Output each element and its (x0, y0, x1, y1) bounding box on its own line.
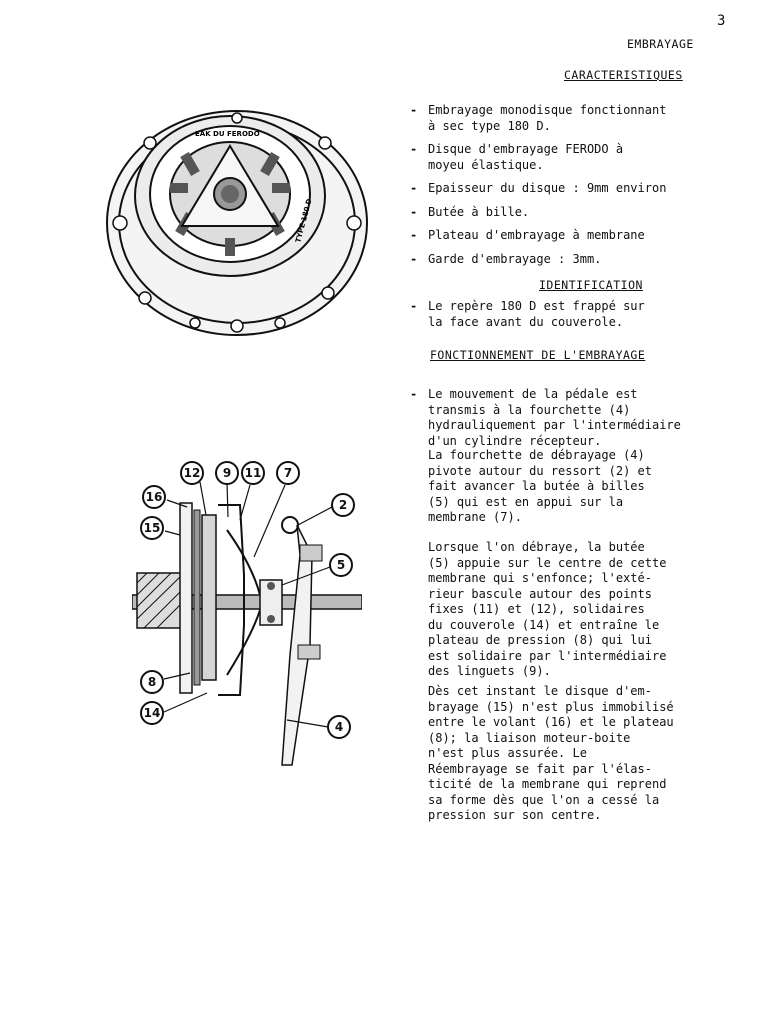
callout-2: 2 (338, 498, 348, 512)
heading-identification: IDENTIFICATION (539, 278, 643, 292)
callout-5: 5 (336, 558, 346, 572)
caracteristiques-list (410, 103, 740, 275)
clutch-section-diagram (132, 455, 362, 775)
callout-7: 7 (283, 466, 293, 480)
paragraph: La fourchette de débrayage (4) pivote autour du ressort (2) et fait avancer la butée à billes (5) qui est en appui sur la membrane (7). (428, 448, 652, 524)
heading-caracteristiques: CARACTERISTIQUES (564, 68, 683, 82)
fonctionnement-list (410, 387, 750, 457)
list-item: - Epaisseur du disque : 9mm environ (410, 181, 667, 195)
callout-11: 11 (244, 466, 262, 480)
callout-4: 4 (334, 720, 344, 734)
callout-16: 16 (145, 490, 163, 504)
callout-15: 15 (143, 521, 161, 535)
page-number: 3 (717, 13, 726, 29)
clutch-cover-illustration (100, 98, 375, 348)
identification-list (410, 299, 730, 338)
paragraph: Lorsque l'on débraye, la butée (5) appuie sur le centre de cette membrane qui s'enfonce; l'exté- rieur bascule autour des points fixes (11) et (12), solidaires du couverole (14) et entraîne le plateau de pression (8) qui lui est solidaire par l'intermédiaire des linguets (9). (428, 540, 667, 678)
list-item: - Embrayage monodisque fonctionnant à sec type 180 D. (410, 103, 667, 133)
list-item: - Le mouvement de la pédale est transmis à la fourchette (4) hydrauliquement par l'intermédiaire d'un cylindre récepteur. (410, 387, 681, 448)
clutch-cover-drawing (100, 98, 375, 348)
list-item: - Garde d'embrayage : 3mm. (410, 251, 602, 266)
clutch-section-illustration (132, 455, 362, 775)
callout-12: 12 (183, 466, 201, 480)
disc-marking-type: TYPE 180 D (294, 197, 314, 244)
disc-marking-ferodo: EAK DU FERODO (195, 130, 260, 138)
callout-8: 8 (147, 675, 157, 689)
paragraph: Dès cet instant le disque d'em- brayage (15) n'est plus immobilisé entre le volant (16) et le plateau (8); la liaison moteur-boite n'est plus assurée. Le Réembrayage se fait par l'élas- ticité de la membrane qui reprend sa forme dès que l'on a cessé la pression sur son centre. (428, 684, 674, 822)
running-title: EMBRAYAGE (627, 37, 694, 51)
callout-14: 14 (143, 706, 161, 720)
list-item: - Butée à bille. (410, 204, 530, 219)
list-item: - Plateau d'embrayage à membrane (410, 228, 645, 242)
list-item: - Le repère 180 D est frappé sur la face avant du couverole. (410, 299, 645, 329)
list-item: - Disque d'embrayage FERODO à moyeu élastique. (410, 142, 624, 172)
heading-fonctionnement: FONCTIONNEMENT DE L'EMBRAYAGE (430, 348, 646, 362)
callout-9: 9 (222, 466, 232, 480)
